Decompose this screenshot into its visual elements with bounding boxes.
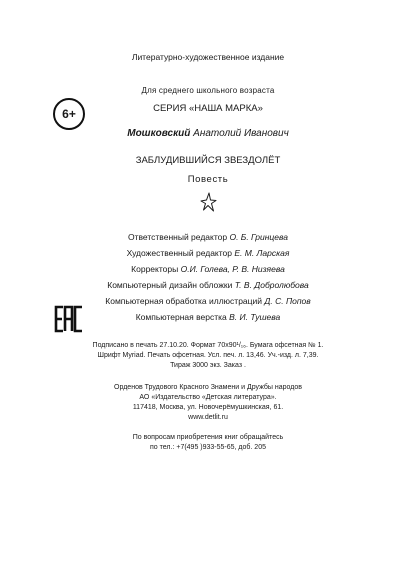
- credit-name: Д. С. Попов: [264, 296, 311, 306]
- eac-logo: [54, 304, 84, 334]
- purchase-phone: по тел.: +7(495 )933-55-65, доб. 205: [150, 444, 266, 451]
- credit-role: Компьютерная верстка: [135, 312, 227, 322]
- print-info: [0, 341, 416, 371]
- publisher-line: Орденов Трудового Красного Знамени и Дружбы народов: [114, 384, 302, 391]
- credit-name: О.И. Голева, Р. В. Низяева: [180, 264, 285, 274]
- age-rating-badge: 6+: [53, 98, 85, 130]
- edition-type: Литературно-художественное издание: [131, 52, 285, 62]
- credit-role: Корректоры: [131, 264, 179, 274]
- book-title: ЗАБЛУДИВШИЙСЯ ЗВЕЗДОЛЁТ: [135, 155, 281, 166]
- credit-row: [0, 229, 416, 245]
- credit-name: В. И. Тушева: [229, 312, 281, 322]
- credit-name: Е. М. Ларская: [234, 248, 290, 258]
- credit-name: О. Б. Гринцева: [229, 232, 288, 242]
- print-info-line: Подписано в печать 27.10.20. Формат 70x90¹/₁₆. Бумага офсетная № 1.: [92, 342, 324, 349]
- credit-row: [0, 245, 416, 261]
- series-name: СЕРИЯ «НАША МАРКА»: [153, 103, 263, 114]
- author-given-names: Анатолий Иванович: [193, 128, 289, 139]
- publisher-line: 117418, Москва, ул. Новочерёмушкинская, 61.: [132, 404, 284, 411]
- print-info-line: Тираж 3000 экз. Заказ .: [170, 362, 246, 369]
- credit-role: Художественный редактор: [126, 248, 232, 258]
- author-line: [0, 128, 416, 139]
- purchase-info: [0, 433, 416, 453]
- credit-row: [0, 261, 416, 277]
- publisher-website: www.detlit.ru: [188, 414, 228, 421]
- purchase-line: По вопросам приобретения книг обращайтесь: [132, 434, 284, 441]
- age-group: Для среднего школьного возраста: [141, 86, 275, 95]
- star-outline-icon: [200, 192, 217, 212]
- author-surname: Мошковский: [127, 128, 191, 139]
- publisher-info: [0, 383, 416, 423]
- credit-name: Т. В. Добролюбова: [234, 280, 309, 290]
- book-genre: Повесть: [187, 174, 229, 185]
- credit-role: Ответственный редактор: [127, 232, 228, 242]
- credit-row: [0, 277, 416, 293]
- credit-role: Компьютерная обработка иллюстраций: [105, 296, 263, 306]
- print-info-line: Шрифт Myriad. Печать офсетная. Усл. печ. л. 13,46. Уч.-изд. л. 7,39.: [97, 352, 319, 359]
- credit-role: Компьютерный дизайн обложки: [107, 280, 233, 290]
- publisher-line: АО «Издательство «Детская литература».: [139, 394, 277, 401]
